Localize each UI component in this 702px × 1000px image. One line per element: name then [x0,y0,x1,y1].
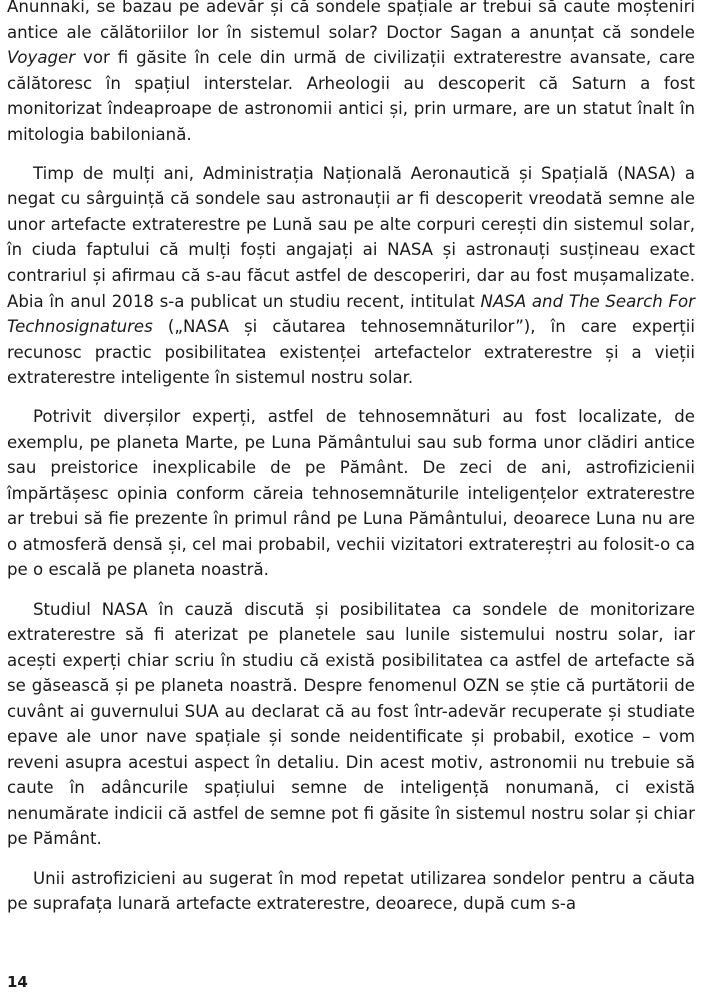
paragraph-1 [7,0,695,147]
paragraph-5-text-1: Unii astrofizicieni au sugerat în mod repetat utilizarea sondelor pentru a căuta pe suprafața lunară artefacte extraterestre, deoarece, după cum s-a [7,868,695,914]
paragraph-1-italic-voyager: Voyager [7,48,76,68]
paragraph-2-text-1: Timp de mulți ani, Administrația Națională Aeronautică și Spațială (NASA) a negat cu sârguință că sondele sau astronauții ar fi descoperit vreodată semne ale unor artefacte extraterestre pe Lună sau pe alte corpuri cerești din sistemul solar, în ciuda faptului că mulți foști angajați ai NASA și astronauți susțineau exact contrariul și afirmau că s-au făcut astfel de descoperiri, dar au fost mușamalizate. Abia în anul 2018 s-a publicat un studiu recent, intitulat [7,163,695,311]
paragraph-2-italic-title: NASA and The Search For Technosignatures [7,291,695,337]
paragraph-2 [7,161,695,391]
paragraph-5 [7,866,695,917]
paragraph-4-text-1: Studiul NASA în cauză discută și posibilitatea ca sondele de monitorizare extraterestre să fi aterizat pe planetele sau lunile sistemului nostru solar, iar acești experți chiar scriu în studiu că există posibilitatea ca astfel de artefacte să se găsească și pe planeta noastră. Despre fenomenul OZN se știe că purtătorii de cuvânt ai guvernului SUA au declarat că au fost într-adevăr recuperate și studiate epave ale unor nave spațiale și sonde neidentificate și probabil, exotice – vom reveni asupra acestui aspect în detaliu. Din acest motiv, astronomii nu trebuie să caute în adâncurile spațiului semne de inteligență nonumană, ci există nenumărate indicii că astfel de semne pot fi găsite în sistemul nostru solar și chiar pe Pământ. [7,599,695,849]
paragraph-2-text-2: („NASA și căutarea tehnosemnăturilor”), în care experții recunosc practic posibilitatea existenței artefactelor extraterestre și a vieții extraterestre inteligente în sistemul nostru solar. [7,317,695,388]
page-number: 14 [7,973,28,991]
page-body [7,0,695,930]
paragraph-1-text-2: vor fi găsite în cele din urmă de civilizații extraterestre avansate, care călătoresc în spațiul interstelar. Arheologii au descoperit că Saturn a fost monitorizat îndeaproape de astronomii antici și, prin urmare, are un statut înalt în mitologia babiloniană. [7,48,695,144]
paragraph-3-text-1: Potrivit diverșilor experți, astfel de tehnosemnături au fost localizate, de exemplu, pe planeta Marte, pe Luna Pământului sau sub forma unor clădiri antice sau preistorice inexplicabile de pe Pământ. De zeci de ani, astrofizicienii împărtășesc opinia conform căreia tehnosemnăturile inteligențelor extraterestre ar trebui să fie prezente în primul rând pe Luna Pământului, deoarece Luna nu are o atmosferă densă și, cel mai probabil, vechii vizitatori extratereștri au folosit-o ca pe o escală pe planeta noastră. [7,407,695,580]
paragraph-4 [7,597,695,852]
paragraph-3 [7,404,695,583]
paragraph-1-text-1: Anunnaki, se bazau pe adevăr și că sondele spațiale ar trebui să caute moșteniri antice ale călătoriilor lor în sistemul solar? Doctor Sagan a anunțat că sondele [7,0,695,42]
